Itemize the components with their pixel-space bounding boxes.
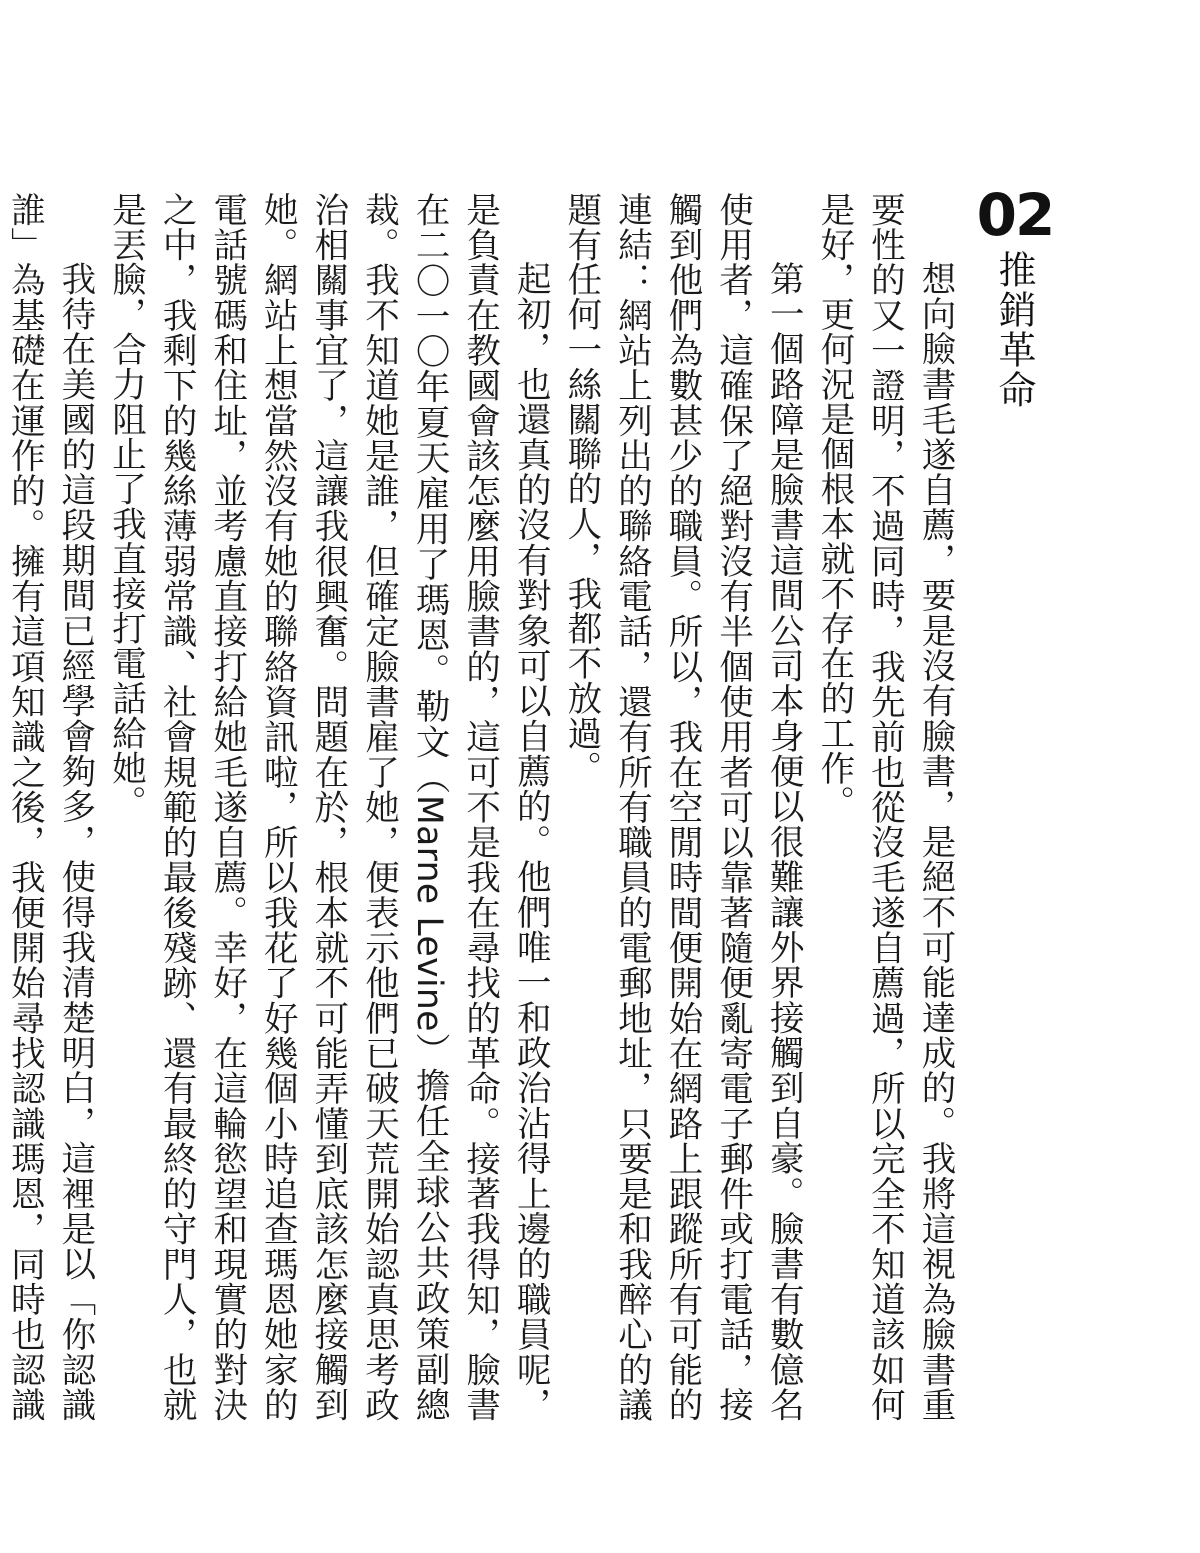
body-text bbox=[4, 192, 960, 1422]
paragraph-1: 想向臉書毛遂自薦，要是沒有臉書，是絕不可能達成的。我將這視為臉書重要性的又一證明，不過同時，我先前也從沒毛遂自薦過，所以完全不知道該如何是好，更何況是個根本就不存在的工作。 bbox=[813, 192, 955, 1422]
paragraph-2: 第一個路障是臉書這間公司本身便以很難讓外界接觸到自豪。臉書有數億名使用者，這確保了絕對沒有半個使用者可以靠著隨便亂寄電子郵件或打電話，接觸到他們為數甚少的職員。所以，我在空閒時間便開始在網路上跟蹤所有可能的連結：網站上列出的聯絡電話，還有所有職員的電郵地址，只要是和我醉心的議題有任何一絲關聯的人，我都不放過。 bbox=[560, 192, 804, 1422]
chapter-title: 推銷革命 bbox=[992, 250, 1036, 410]
chapter-number: 02 bbox=[976, 181, 1054, 249]
paragraph-4: 我待在美國的這段期間已經學會夠多，使得我清楚明白，這裡是以「你認識誰」為基礎在運作的。擁有這項知識之後，我便開始尋找認識瑪恩，同時也認識 bbox=[4, 192, 95, 1422]
paragraph-3: 起初，也還真的沒有對象可以自薦的。他們唯一和政治沾得上邊的職員呢，是負責在教國會該怎麼用臉書的，這可不是我在尋找的革命。接著我得知，臉書在二〇一〇年夏天雇用了瑪恩。勒文（Marne Levine）擔任全球公共政策副總裁。我不知道她是誰，但確定臉書雇了她，便表示他們已破天荒開始認真思考政治相關事宜了，這讓我很興奮。問題在於，根本就不可能弄懂到底該怎麼接觸到她。網站上想當然沒有她的聯絡資訊啦，所以我花了好幾個小時追查瑪恩她家的電話號碼和住址，並考慮直接打給她毛遂自薦。幸好，在這輪慾望和現實的對決之中，我剩下的幾絲薄弱常識、社會規範的最後殘跡、還有最終的守門人，也就是丟臉，合力阻止了我直接打電話給她。 bbox=[105, 192, 551, 1422]
